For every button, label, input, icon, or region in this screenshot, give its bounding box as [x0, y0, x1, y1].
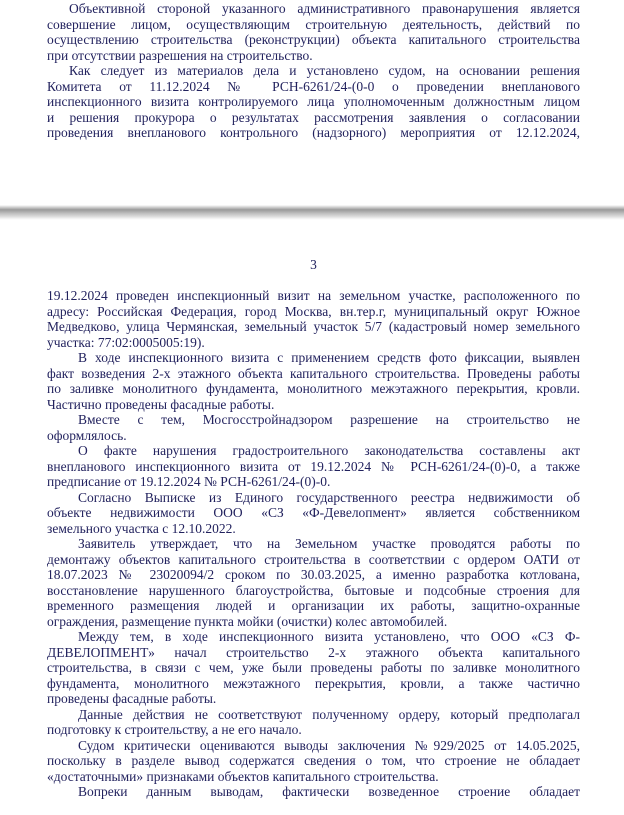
- text-line: демонтажу объектов капитального строительства в соответствии с ордером ОАТИ от: [47, 551, 580, 567]
- text-line: ДЕВЕЛОПМЕНТ» начал строительство 2-х этажного объекта капитального: [47, 644, 580, 660]
- text-line: Комитета от 11.12.2024 № РСН-6261/24-(0-0 о проведении внепланового: [47, 78, 580, 94]
- text-line: факт возведения 2-х этажного объекта капитального строительства. Проведены работы: [47, 365, 580, 381]
- text-line: строительства, в связи с чем, уже были проведены работы по заливке монолитного: [47, 660, 580, 675]
- text-line: Объективной стороной указанного административного правонарушения является: [69, 1, 580, 16]
- text-line: Согласно Выписке из Единого государственного реестра недвижимости об: [78, 489, 580, 505]
- text-line: земельного участка с 12.10.2022.: [47, 520, 236, 536]
- page-2: [0, 220, 624, 799]
- text-line: поскольку в разделе вывод содержатся сведения о том, что строение не обладает: [47, 753, 580, 768]
- text-line: Частично проведены фасадные работы.: [47, 396, 275, 412]
- text-line: адресу: Российская Федерация, город Москва, вн.тер.г, муниципальный округ Южное: [47, 303, 580, 319]
- text-line: Медведково, улица Чермянская, земельный участок 5/7 (кадастровый номер земельного: [47, 319, 580, 334]
- text-line: при отсутствии разрешения на строительство.: [47, 47, 313, 63]
- text-line: Вместе с тем, Мосгосстройнадзором разрешение на строительство не: [78, 412, 580, 427]
- text-line: 18.07.2023 № 23020094/2 сроком по 30.03.2025, а именно разработка котлована,: [47, 567, 580, 582]
- text-line: Данные действия не соответствуют полученному ордеру, который предполагал: [78, 706, 580, 722]
- text-line: оформлялось.: [47, 427, 127, 443]
- text-line: совершение лицом, осуществляющим строительную деятельность, действий по: [47, 16, 580, 32]
- page-2-text: [47, 288, 580, 799]
- text-line: подготовку к строительству, а не его начало.: [47, 722, 302, 737]
- text-line: 19.12.2024 проведен инспекционный визит на земельном участке, расположенного по: [47, 288, 580, 303]
- page-1-text: [47, 1, 580, 141]
- text-line: предписание от 19.12.2024 № РСН-6261/24-(0)-0.: [47, 474, 331, 489]
- text-line: объекте недвижимости ООО «СЗ «Ф-Девелопмент» является собственником: [47, 505, 580, 520]
- text-line: и решения прокурора о результатах рассмотрения заявления о согласовании: [47, 109, 580, 125]
- text-line: Как следует из материалов дела и установлено судом, на основании решения: [69, 63, 580, 78]
- text-line: осуществлению строительства (реконструкции) объекта капитального строительства: [47, 32, 580, 47]
- text-line: фундамента, монолитного межэтажного перекрытия, кровли, а также частично: [47, 675, 580, 691]
- text-line: «достаточными» признаками объектов капитального строительства.: [47, 768, 439, 784]
- text-line: проведения внепланового контрольного (надзорного) мероприятия от 12.12.2024,: [47, 125, 580, 140]
- page-number: 3: [310, 257, 317, 272]
- text-line-clipped: Вопреки данным выводам, фактически возведенное строение обладает: [78, 784, 580, 799]
- text-line: Заявитель утверждает, что на Земельном участке проводятся работы по: [78, 536, 580, 551]
- text-line: восстановление нарушенного благоустройства, бытовые и подсобные строения для: [47, 582, 580, 598]
- text-line: Между тем, в ходе инспекционного визита установлено, что ООО «СЗ Ф-: [78, 629, 580, 644]
- text-line: О факте нарушения градостроительного законодательства составлены акт: [78, 443, 580, 458]
- text-line: В ходе инспекционного визита с применением средств фото фиксации, выявлен: [78, 350, 580, 365]
- text-line: инспекционного визита контролируемого лица уполномоченным должностным лицом: [47, 94, 580, 109]
- text-line: Судом критически оцениваются выводы заключения №929/2025 от 14.05.2025,: [78, 737, 580, 753]
- text-line: по заливке монолитного фундамента, монолитного межэтажного перекрытия, кровли.: [47, 381, 580, 396]
- text-line: временного размещения людей и организации их работы, защитно-охранные: [47, 598, 580, 613]
- text-line: проведены фасадные работы.: [47, 691, 217, 706]
- page-separator: [0, 205, 624, 220]
- text-line: внепланового инспекционного визита от 19.12.2024 № РСН-6261/24-(0)-0, а также: [47, 458, 580, 474]
- page-1: [0, 0, 624, 205]
- text-line: участка: 77:02:0005005:19).: [47, 334, 205, 350]
- text-line: ограждения, размещение пункта мойки (очистки) колес автомобилей.: [47, 613, 448, 629]
